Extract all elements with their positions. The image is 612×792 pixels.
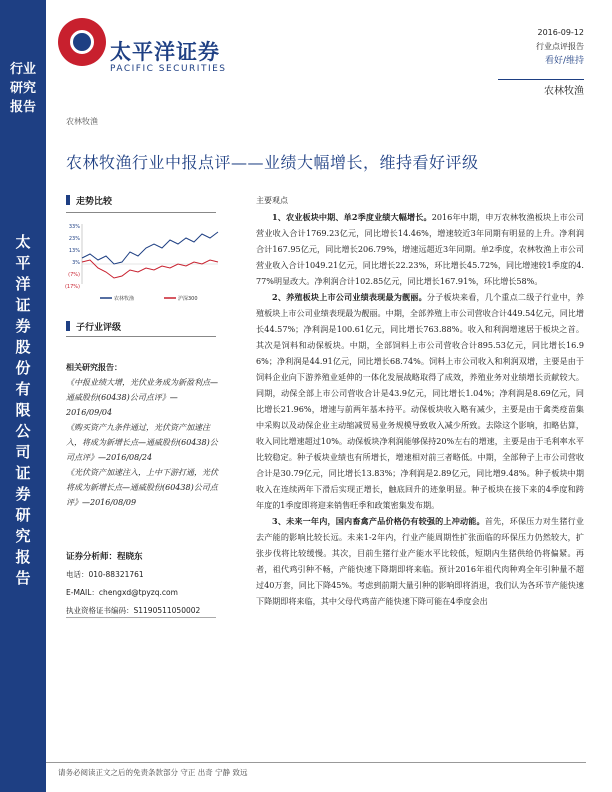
trend-heading: 走势比较 [66,194,112,207]
y-tick-label: 3% [72,260,80,266]
sidebar [0,0,46,792]
logo-inner-icon [70,30,94,54]
logo-cn: 太平洋证券 [110,40,220,64]
index-line [82,260,218,278]
main-body [256,193,584,609]
paragraph: 2、养殖板块上市公司业绩表现最为靓丽。分子板块来看，几个重点二级子行业中，养殖板块上市公司业绩表现最为靓丽。中期，全部养殖上市公司营收合计449.54亿元，同比增长44.57%；净利润是100.61亿元，同比增长763.88%。收入和利润增速居于板块之首。其次是饲料和动保板块。中期，全部饲料上市公司营收合计895.53亿元，同比增长16.96%；净利润是44.91亿元，同比增长68.74%。饲料上市公司收入和利润双增，主要是由于饲料企业向下游养殖业延伸的一体化发展战略取得了成效，养殖业务对业绩增长贡献较大。同期，动保全部上市公司营收合计是43.9亿元，同比增长1.04%；净利润是8.69亿元，同比增长21.96%，增速与前两年基本持平。动保板块收入略有减少，主要是由于禽类疫苗集中采购以及动保企业主动缩减贸易业务规模导致收入减少所致。去除这个影响，扣略估算，收入同比增速超过10%。动保板块净利润能够保持20%左右的增速，主要是由于毛利率水平比较稳定。种子板块业绩也有所增长，增速相对前三者略低。中期，全部种子上市公司营收合计是30.79亿元，同比增长13.83%；净利润是2.89亿元，同比增9.48%。种子板块中期收入在连续两年下滑后实现正增长，触底回升的迹象明显。种子板块在接下来的4季度和跨年度的1季度即将迎来销售旺季和政策密集发布期。 [256,292,584,510]
analyst-email: E-MAIL：chengxd@tpyzq.com [66,588,178,597]
trend-chart [60,218,222,306]
y-tick-label: (17%) [64,284,80,290]
analyst-info [66,548,218,620]
legend-index: 沪深300 [178,296,198,302]
footer: 请务必阅读正文之后的免责条款部分 守正 出奇 宁静 致远 [58,768,248,777]
page-title: 农林牧渔行业中报点评——业绩大幅增长，维持看好评级 [66,153,479,172]
report-type: 行业点评报告 [536,42,584,51]
related-reports [66,360,218,510]
analyst-phone: 电话：010-88321761 [66,570,144,579]
analyst-cert: 执业资格证书编码：S1190511050002 [66,606,201,615]
y-tick-label: (7%) [68,272,80,278]
paragraph: 1、农业板块中期、单2季度业绩大幅增长。2016年中期，申万农林牧渔板块上市公司营业收入合计1769.23亿元，同比增长14.46%，增速较近3年同期有明显的上升。净利润合计167.95亿元，同比增长206.79%，增速远超近3年同期。单2季度，农林牧渔上市公司营业收入合计1049.21亿元，同比增长22.23%，环比增长45.72%，同比增速较1季度的4.77%明显改大。净利润合计102.85亿元，同比增长167.91%，环比增长58%。 [256,212,584,286]
related-item: 《购买资产九条件通过，光伏资产加速注入，将成为新增长点—通威股份(60438)公司点评》—2016/08/24 [66,423,218,462]
footer-rule [46,762,586,763]
header-rule [498,79,584,80]
related-label: 相关研究报告： [66,363,122,372]
related-item: 《光伏资产加速注入，上中下游打通，光伏将成为新增长点—通威股份(60438)公司点评》—2016/08/09 [66,468,218,507]
analyst-rule [66,617,216,618]
main-label: 主要观点 [256,196,288,205]
y-tick-label: 23% [68,236,80,242]
header-info [536,26,584,68]
related-item: 《中报业绩大增，光伏业务成为新盈利点—通威股份(60438)公司点评》—2016/09/04 [66,378,218,417]
analyst-name: 证券分析师：程晓东 [66,552,143,562]
trend-rule [66,212,216,213]
sub-heading: 子行业评级 [66,320,121,333]
logo-en: PACIFIC SECURITIES [110,64,227,74]
y-tick-label: 33% [68,224,80,230]
legend-sector: 农林牧渔 [114,296,135,302]
sector-tag: 农林牧渔 [66,117,98,126]
y-tick-label: 13% [68,248,80,254]
sector-line [82,232,218,264]
sidebar-top-text: 行业研究报告 [9,62,36,115]
header-sector: 农林牧渔 [544,86,584,97]
report-date: 2016-09-12 [537,28,584,37]
sidebar-bottom-text: 太平洋证券股份有限公司证券研究报告 [15,233,31,587]
rating: 看好/维持 [544,56,584,66]
sub-rule [66,336,216,337]
paragraph: 3、未来一年内，国内畜禽产品价格仍有较强的上冲动能。首先，环保压力对生猪行业去产能的影响比较长远。未来1-2年内，行业产能周期性扩张面临的环保压力仍然较大，扩张步伐将比较缓慢。其次，目前生猪行业产能水平比较低，短期内生猪供给仍将偏紧。再者，祖代鸡引种不畅，产能快速下降期即将来临。预计2016年祖代肉种鸡全年引种量不超过40万套，同比下降45%。考虑到前期大量引种的影响即将消退，我们认为各环节产能快速下降期即将来临，其中父母代鸡苗产能快速下降可能在4季度会出 [256,516,584,606]
